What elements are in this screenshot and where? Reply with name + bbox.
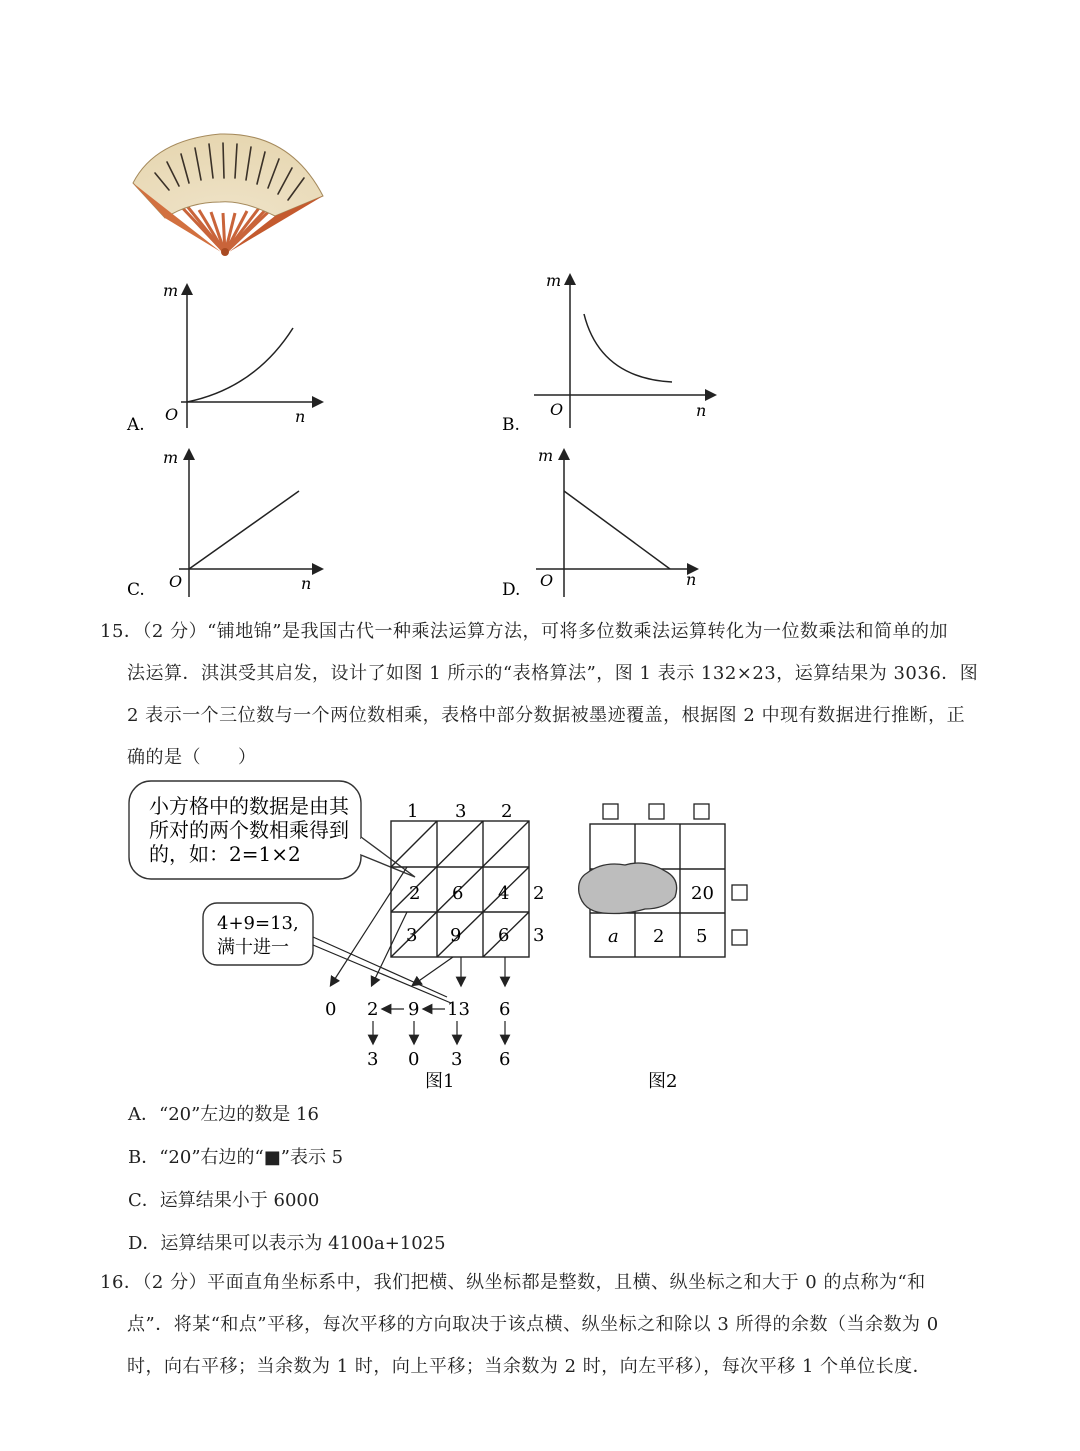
fig1-cell-r2c2: 9	[450, 925, 462, 946]
fig2-cell-a: a	[608, 926, 619, 947]
fig1-sum-9: 9	[408, 999, 420, 1020]
graph-a-curve	[187, 328, 293, 402]
graph-a-x-label: n	[295, 407, 306, 426]
fig1-sum-13: 13	[447, 999, 470, 1020]
q15-line-1: 15．（2 分）“铺地锦”是我国古代一种乘法运算方法，可将多位数乘法运算转化为一位数乘法和简单的加	[100, 621, 948, 642]
fig2-caption: 图2	[648, 1071, 678, 1092]
graph-d-x-label: n	[686, 570, 697, 589]
callout1-line-1: 小方格中的数据是由其	[149, 794, 349, 818]
fig1-sum-0: 0	[325, 999, 337, 1020]
graph-d-option-label: D.	[502, 580, 521, 600]
q15-choice-a[interactable]: A．“20”左边的数是 16	[128, 1104, 319, 1125]
folding-fan-illustration	[125, 128, 330, 263]
graph-option-d	[500, 445, 720, 600]
fig1-cell-r1c1: 2	[409, 883, 421, 904]
fig1-cell-r2c1: 3	[406, 925, 418, 946]
fig1-result-6: 6	[499, 1049, 511, 1070]
graph-c-origin: O	[169, 572, 183, 591]
graph-a-y-label: m	[163, 281, 179, 300]
graph-b-y-label: m	[546, 271, 562, 290]
graph-option-c	[125, 445, 325, 600]
fig1-cell-r1c3: 4	[498, 883, 510, 904]
q15-line-3: 2 表示一个三位数与一个两位数相乘，表格中部分数据被墨迹覆盖，根据图 2 中现有数据进行推断，正	[127, 705, 966, 726]
fig1-top-1: 1	[407, 801, 419, 822]
graph-option-b	[500, 270, 720, 435]
graph-d-y-label: m	[538, 446, 554, 465]
fig2-cell-2: 2	[653, 926, 665, 947]
q16-line-2: 点”．将某“和点”平移，每次平移的方向取决于该点横、纵坐标之和除以 3 所得的余数（当余数为 0	[127, 1314, 939, 1335]
ink-blot	[579, 863, 677, 914]
fig1-right-2: 3	[533, 925, 545, 946]
graph-b-curve	[584, 314, 672, 382]
callout2-line-1: 4+9=13,	[217, 913, 299, 934]
graph-c-x-label: n	[301, 574, 312, 593]
fig1-cell-r1c2: 6	[452, 883, 464, 904]
fig1-top-2: 3	[455, 801, 467, 822]
fig1-result-0: 0	[408, 1049, 420, 1070]
graph-c-line	[189, 491, 299, 569]
q16-line-3: 时，向右平移；当余数为 1 时，向上平移；当余数为 2 时，向左平移），每次平移 1 个单位长度．	[127, 1356, 932, 1377]
q15-choice-d[interactable]: D．运算结果可以表示为 4100a+1025	[128, 1233, 446, 1254]
fig2-cell-5: 5	[696, 926, 708, 947]
fig1-result-3: 3	[367, 1049, 379, 1070]
fig1-caption: 图1	[425, 1071, 455, 1092]
graph-b-origin: O	[550, 400, 564, 419]
q15-line-4: 确的是（ ）	[127, 747, 257, 768]
callout1-line-3: 的，如：2=1×2	[149, 842, 301, 866]
q15-stem	[100, 611, 990, 779]
lattice-multiplication-figures	[125, 775, 765, 1095]
fig1-right-1: 2	[533, 883, 545, 904]
q15-line-2: 法运算．淇淇受其启发，设计了如图 1 所示的“表格算法”，图 1 表示 132×23，运算结果为 3036．图	[127, 663, 979, 684]
fig1-result-3b: 3	[451, 1049, 463, 1070]
graph-b-x-label: n	[696, 401, 707, 420]
q16-stem	[100, 1262, 990, 1388]
graph-d-origin: O	[540, 571, 554, 590]
fig1-sum-6: 6	[499, 999, 511, 1020]
graph-a-option-label: A.	[127, 415, 145, 435]
q16-line-1: 16．（2 分）平面直角坐标系中，我们把横、纵坐标都是整数，且横、纵坐标之和大于 0 的点称为“和	[100, 1272, 926, 1293]
graph-a-origin: O	[165, 405, 179, 424]
graph-c-y-label: m	[163, 448, 179, 467]
graph-c-option-label: C.	[127, 580, 145, 600]
graph-b-option-label: B.	[502, 415, 520, 435]
callout1-line-2: 所对的两个数相乘得到	[149, 818, 349, 842]
fig1-top-3: 2	[501, 801, 513, 822]
graph-d-line	[564, 491, 670, 569]
callout2-line-2: 满十进一	[217, 937, 289, 958]
fig1-cell-r2c3: 6	[498, 925, 510, 946]
fig1-sum-2: 2	[367, 999, 379, 1020]
q15-choice-b[interactable]: B．“20”右边的“■”表示 5	[128, 1147, 344, 1168]
graph-option-a	[125, 280, 325, 435]
q15-choice-c[interactable]: C．运算结果小于 6000	[128, 1190, 320, 1211]
fig2-cell-20: 20	[691, 883, 714, 904]
